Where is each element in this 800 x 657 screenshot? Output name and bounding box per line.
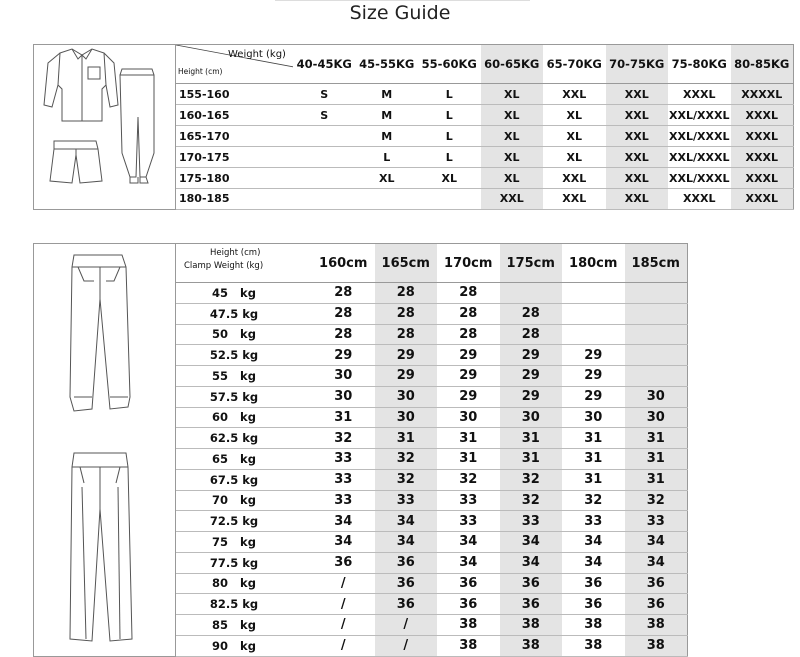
waist-size-cell: 28: [437, 324, 500, 345]
size-cell: XXL: [543, 188, 606, 209]
weight-label: 47.5 kg: [176, 303, 313, 324]
weight-label: 70 kg: [176, 490, 313, 511]
size-cell: XXXXL: [731, 84, 794, 105]
waist-size-cell: 30: [312, 386, 375, 407]
waist-size-cell: 28: [375, 283, 438, 304]
size-cell: M: [356, 105, 419, 126]
waist-size-cell: 33: [312, 469, 375, 490]
waist-size-cell: /: [312, 594, 375, 615]
waist-size-cell: 36: [375, 594, 438, 615]
waist-size-cell: 33: [437, 511, 500, 532]
waist-size-cell: 32: [625, 490, 688, 511]
waist-size-cell: 33: [375, 490, 438, 511]
page-title: Size Guide: [349, 2, 451, 24]
waist-size-cell: 33: [562, 511, 625, 532]
waist-size-cell: 31: [500, 428, 563, 449]
waist-size-cell: 36: [562, 594, 625, 615]
waist-size-cell: 33: [312, 490, 375, 511]
waist-size-cell: [625, 324, 688, 345]
waist-size-cell: 31: [375, 428, 438, 449]
size-cell: [418, 188, 481, 209]
waist-size-cell: 29: [500, 345, 563, 366]
waist-size-cell: 31: [625, 469, 688, 490]
weight-label: 77.5 kg: [176, 552, 313, 573]
waist-size-cell: 29: [562, 366, 625, 387]
height-range-label: 165-170: [176, 126, 294, 147]
size-cell: [293, 147, 356, 168]
waist-size-cell: 34: [625, 552, 688, 573]
size-cell: XXL: [481, 188, 544, 209]
waist-size-cell: /: [375, 615, 438, 636]
waist-size-cell: 31: [625, 449, 688, 470]
waist-size-cell: 28: [312, 283, 375, 304]
size-cell: S: [293, 84, 356, 105]
waist-size-cell: 29: [500, 386, 563, 407]
waist-size-cell: 29: [312, 345, 375, 366]
waist-size-cell: [625, 283, 688, 304]
size-cell: XXL/XXXL: [668, 126, 731, 147]
waist-size-cell: 30: [500, 407, 563, 428]
waist-size-cell: 38: [625, 615, 688, 636]
waist-size-cell: 28: [500, 303, 563, 324]
size-cell: L: [418, 147, 481, 168]
size-cell: L: [418, 84, 481, 105]
waist-size-cell: 30: [375, 386, 438, 407]
top-col-header: 40-45KG: [293, 45, 356, 84]
pants-illustration: [34, 244, 176, 657]
weight-label: 52.5 kg: [176, 345, 313, 366]
jogger-pants-drawing: [120, 69, 154, 183]
weight-label: 60 kg: [176, 407, 313, 428]
waist-size-cell: 34: [500, 532, 563, 553]
waist-size-cell: 34: [375, 532, 438, 553]
size-cell: S: [293, 105, 356, 126]
size-cell: XL: [543, 147, 606, 168]
waist-size-cell: 34: [562, 532, 625, 553]
waist-size-cell: 34: [437, 532, 500, 553]
size-cell: [293, 126, 356, 147]
size-cell: XXL: [606, 188, 669, 209]
size-cell: M: [356, 84, 419, 105]
waist-size-cell: 28: [375, 324, 438, 345]
top-col-header: 45-55KG: [356, 45, 419, 84]
bottom-col-header: 175cm: [500, 244, 563, 283]
pants-icons: [34, 247, 175, 649]
waist-size-cell: 30: [625, 386, 688, 407]
waist-size-cell: 36: [500, 594, 563, 615]
weight-label: 65 kg: [176, 449, 313, 470]
waist-size-cell: 36: [375, 552, 438, 573]
size-table-tops: [33, 44, 794, 210]
size-cell: XXXL: [668, 188, 731, 209]
size-cell: L: [356, 147, 419, 168]
size-cell: XL: [543, 126, 606, 147]
waist-size-cell: 34: [312, 511, 375, 532]
height-range-label: 170-175: [176, 147, 294, 168]
bottom-col-header: 165cm: [375, 244, 438, 283]
waist-size-cell: 38: [562, 635, 625, 656]
waist-size-cell: 31: [437, 428, 500, 449]
waist-size-cell: /: [312, 573, 375, 594]
waist-size-cell: 28: [437, 303, 500, 324]
size-cell: XL: [481, 84, 544, 105]
waist-size-cell: 33: [500, 511, 563, 532]
waist-size-cell: 38: [625, 635, 688, 656]
waist-size-cell: 32: [375, 449, 438, 470]
waist-size-cell: 30: [437, 407, 500, 428]
waist-size-cell: 31: [562, 469, 625, 490]
shorts-drawing: [50, 141, 102, 183]
waist-size-cell: 29: [437, 386, 500, 407]
waist-size-cell: 31: [562, 428, 625, 449]
weight-label: 80 kg: [176, 573, 313, 594]
shirt-drawing: [44, 49, 118, 121]
waist-size-cell: /: [375, 635, 438, 656]
top-col-header: 80-85KG: [731, 45, 794, 84]
waist-size-cell: 31: [312, 407, 375, 428]
waist-size-cell: [625, 303, 688, 324]
waist-size-cell: 29: [375, 366, 438, 387]
height-range-label: 155-160: [176, 84, 294, 105]
size-cell: [293, 188, 356, 209]
waist-size-cell: 30: [562, 407, 625, 428]
waist-size-cell: 38: [500, 615, 563, 636]
waist-size-cell: 34: [312, 532, 375, 553]
size-cell: [293, 168, 356, 189]
size-cell: L: [418, 126, 481, 147]
weight-label: 45 kg: [176, 283, 313, 304]
size-cell: [356, 188, 419, 209]
weight-label: 50 kg: [176, 324, 313, 345]
size-cell: XXL: [543, 168, 606, 189]
waist-size-cell: 28: [312, 303, 375, 324]
size-cell: XXL: [606, 126, 669, 147]
size-cell: XXXL: [731, 188, 794, 209]
height-range-label: 175-180: [176, 168, 294, 189]
waist-size-cell: 36: [437, 594, 500, 615]
top-header-row: [34, 45, 794, 84]
waist-size-cell: 38: [437, 635, 500, 656]
size-cell: M: [356, 126, 419, 147]
top-col-header: 75-80KG: [668, 45, 731, 84]
waist-size-cell: 34: [625, 532, 688, 553]
waist-size-cell: 29: [437, 366, 500, 387]
waist-size-cell: 28: [312, 324, 375, 345]
size-cell: XXL/XXXL: [668, 147, 731, 168]
waist-size-cell: 38: [562, 615, 625, 636]
waist-size-cell: 31: [437, 449, 500, 470]
size-table-pants: [33, 243, 688, 657]
bottom-corner-header: [176, 244, 313, 283]
waist-size-cell: 33: [437, 490, 500, 511]
top-col-header: 65-70KG: [543, 45, 606, 84]
waist-size-cell: 36: [625, 594, 688, 615]
size-cell: XXL: [606, 147, 669, 168]
waist-size-cell: [562, 324, 625, 345]
weight-label: 62.5 kg: [176, 428, 313, 449]
size-cell: XXL: [543, 84, 606, 105]
waist-size-cell: 33: [625, 511, 688, 532]
clothing-illustration: [34, 45, 176, 210]
weight-label: 57.5 kg: [176, 386, 313, 407]
waist-size-cell: [500, 283, 563, 304]
size-cell: XL: [481, 168, 544, 189]
height-range-label: 160-165: [176, 105, 294, 126]
waist-size-cell: 29: [375, 345, 438, 366]
waist-size-cell: 36: [625, 573, 688, 594]
waist-size-cell: 32: [437, 469, 500, 490]
waist-size-cell: 29: [437, 345, 500, 366]
waist-size-cell: 32: [500, 469, 563, 490]
waist-size-cell: 29: [562, 345, 625, 366]
bottom-header-row: [34, 244, 688, 283]
waist-size-cell: 31: [562, 449, 625, 470]
waist-size-cell: [562, 283, 625, 304]
size-cell: L: [418, 105, 481, 126]
waist-size-cell: 36: [312, 552, 375, 573]
weight-label: 85 kg: [176, 615, 313, 636]
waist-size-cell: 28: [437, 283, 500, 304]
clothing-icons: [34, 45, 175, 206]
size-cell: XL: [481, 147, 544, 168]
size-cell: XXXL: [731, 147, 794, 168]
waist-size-cell: 38: [500, 635, 563, 656]
waist-size-cell: 30: [625, 407, 688, 428]
waist-size-cell: 29: [562, 386, 625, 407]
weight-label: 72.5 kg: [176, 511, 313, 532]
clamp-weight-axis-label: Clamp Weight (kg): [184, 261, 264, 271]
size-cell: XXL/XXXL: [668, 168, 731, 189]
size-cell: XXXL: [731, 168, 794, 189]
waist-size-cell: 34: [500, 552, 563, 573]
waist-size-cell: [625, 366, 688, 387]
size-cell: XL: [543, 105, 606, 126]
waist-size-cell: 34: [562, 552, 625, 573]
weight-label: 90 kg: [176, 635, 313, 656]
waist-size-cell: 36: [562, 573, 625, 594]
waist-size-cell: 28: [375, 303, 438, 324]
waist-size-cell: 31: [500, 449, 563, 470]
weight-label: 82.5 kg: [176, 594, 313, 615]
trousers-drawing: [70, 453, 132, 641]
title-divider: [275, 0, 530, 1]
waist-size-cell: 32: [500, 490, 563, 511]
size-cell: XXXL: [668, 84, 731, 105]
jeans-drawing: [70, 255, 130, 411]
top-corner-header: [176, 45, 294, 84]
size-cell: XXL/XXXL: [668, 105, 731, 126]
waist-size-cell: 36: [500, 573, 563, 594]
size-cell: XXL: [606, 168, 669, 189]
bottom-col-header: 180cm: [562, 244, 625, 283]
size-cell: XXXL: [731, 105, 794, 126]
waist-size-cell: 34: [437, 552, 500, 573]
waist-size-cell: 33: [312, 449, 375, 470]
waist-size-cell: 31: [625, 428, 688, 449]
waist-size-cell: /: [312, 635, 375, 656]
size-cell: XL: [356, 168, 419, 189]
waist-size-cell: 28: [500, 324, 563, 345]
weight-label: 55 kg: [176, 366, 313, 387]
bottom-col-header: 160cm: [312, 244, 375, 283]
size-cell: XXL: [606, 105, 669, 126]
waist-size-cell: 36: [437, 573, 500, 594]
waist-size-cell: 32: [375, 469, 438, 490]
waist-size-cell: 30: [312, 366, 375, 387]
weight-axis-label: Weight (kg): [228, 49, 286, 60]
top-col-header: 55-60KG: [418, 45, 481, 84]
bottom-col-header: 170cm: [437, 244, 500, 283]
weight-label: 75 kg: [176, 532, 313, 553]
waist-size-cell: [625, 345, 688, 366]
waist-size-cell: 38: [437, 615, 500, 636]
height-axis-label: Height (cm): [210, 248, 261, 258]
height-axis-label: Height (cm): [178, 67, 223, 76]
size-cell: XL: [481, 105, 544, 126]
height-range-label: 180-185: [176, 188, 294, 209]
size-cell: XL: [418, 168, 481, 189]
size-cell: XL: [481, 126, 544, 147]
size-cell: XXXL: [731, 126, 794, 147]
waist-size-cell: 36: [375, 573, 438, 594]
waist-size-cell: [562, 303, 625, 324]
waist-size-cell: 30: [375, 407, 438, 428]
weight-label: 67.5 kg: [176, 469, 313, 490]
waist-size-cell: 34: [375, 511, 438, 532]
waist-size-cell: 32: [312, 428, 375, 449]
waist-size-cell: /: [312, 615, 375, 636]
bottom-col-header: 185cm: [625, 244, 688, 283]
waist-size-cell: 29: [500, 366, 563, 387]
size-cell: XXL: [606, 84, 669, 105]
waist-size-cell: 32: [562, 490, 625, 511]
top-col-header: 70-75KG: [606, 45, 669, 84]
top-col-header: 60-65KG: [481, 45, 544, 84]
